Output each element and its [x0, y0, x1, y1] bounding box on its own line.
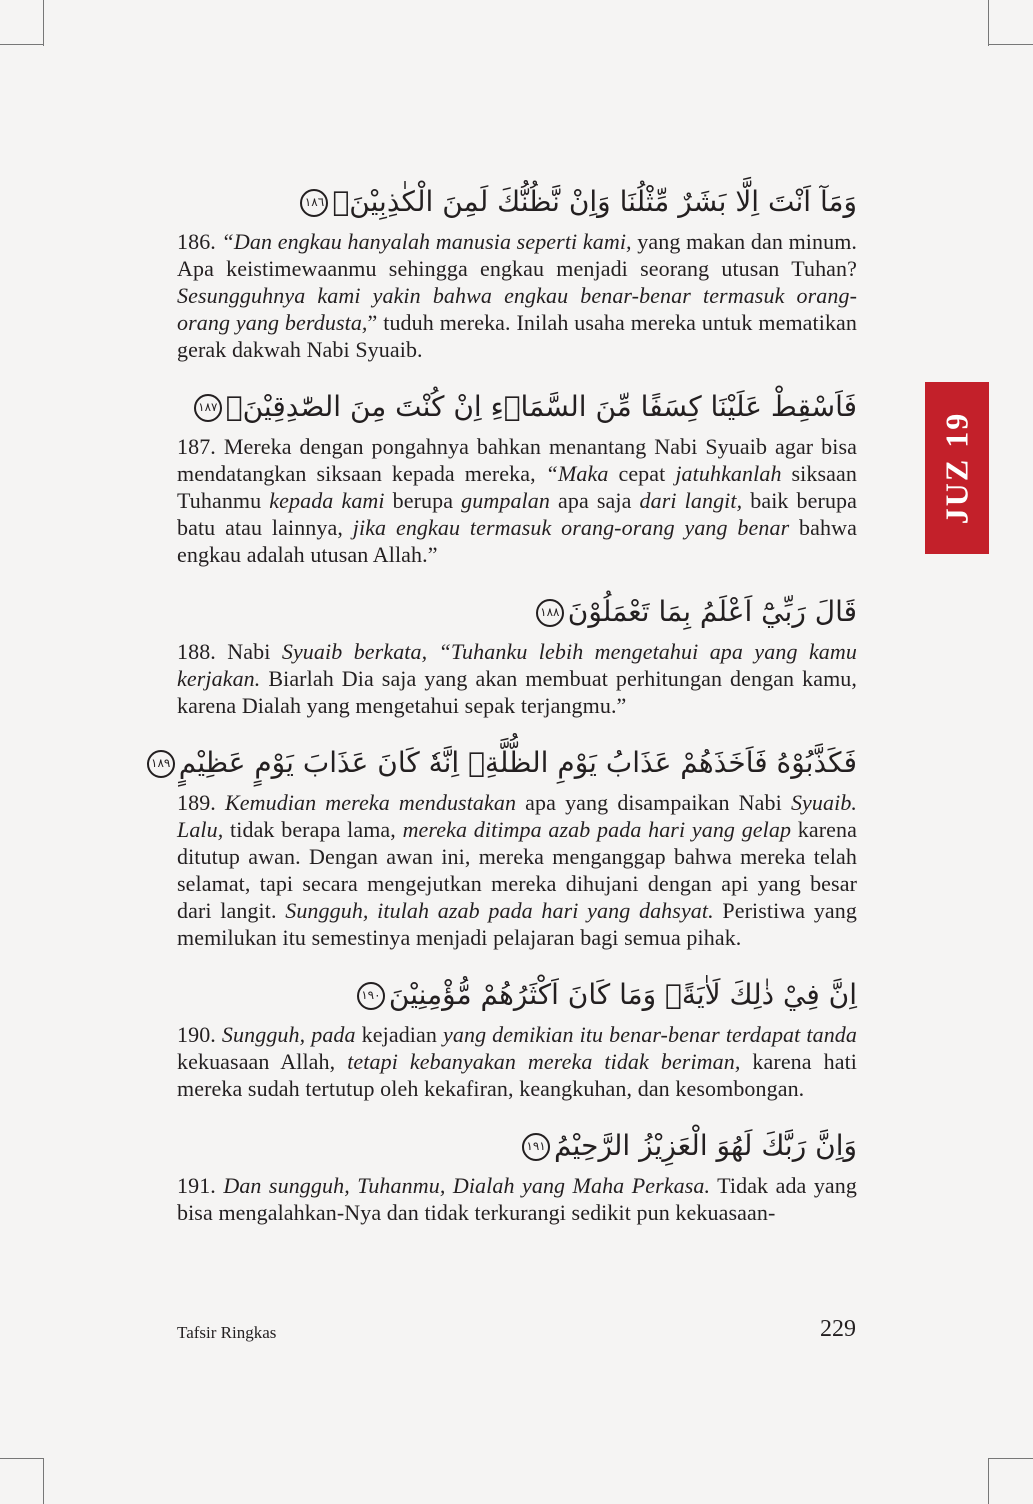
text-segment: 188. Nabi [177, 639, 282, 664]
crop-mark [988, 1458, 1033, 1459]
text-segment: 187. Mereka dengan pongahnya bahkan menantang Nabi Syuaib agar bisa mendatangkan siksaan kepada mereka, [177, 434, 857, 486]
italic-segment: Syuaib berkata, “Tuhanku lebih mengetahui apa yang kamu kerjakan. [177, 639, 857, 691]
italic-segment: dari langit, [639, 488, 743, 513]
italic-segment: kepada kami [269, 488, 385, 513]
crop-mark [43, 0, 44, 46]
verse-block-188 [177, 588, 857, 719]
arabic-verse-text: فَاَسْقِطْ عَلَيْنَا كِسَفًا مِّنَ السَّمَاۤءِ اِنْ كُنْتَ مِنَ الصّٰدِقِيْنَۗ [225, 390, 857, 423]
italic-segment: gumpalan [461, 488, 550, 513]
text-segment: Tidak ada yang bisa mengalahkan-Nya dan tidak terkurangi sedikit pun kekuasaan- [177, 1173, 857, 1225]
crop-mark [43, 1458, 44, 1504]
verse-number-marker: ١٨٦ [300, 189, 328, 217]
verse-block-191 [177, 1122, 857, 1226]
footer-book-title: Tafsir Ringkas [177, 1323, 277, 1342]
verse-block-189 [151, 739, 858, 951]
arabic-verse-text: قَالَ رَبِّيْٓ اَعْلَمُ بِمَا تَعْمَلُوْنَ [567, 595, 857, 628]
arabic-verse [177, 1122, 857, 1172]
text-segment: Biarlah Dia saja yang akan membuat perhitungan dengan kamu, karena Dialah yang mengetahui sepak terjangmu.” [177, 666, 857, 718]
italic-segment: mereka ditimpa azab pada hari yang gelap [402, 817, 792, 842]
crop-mark [988, 1458, 989, 1504]
translation-paragraph [177, 228, 857, 363]
verse-number-marker: ١٩٠ [357, 982, 385, 1010]
text-segment: 191. [177, 1173, 224, 1198]
translation-paragraph [177, 638, 857, 719]
italic-segment: “Maka [545, 461, 609, 486]
arabic-verse [177, 383, 857, 433]
juz-label: JUZ 19 [938, 411, 975, 525]
italic-segment: Sesungguhnya kami yakin bahwa engkau benar-benar termasuk orang-orang yang berdusta, [177, 283, 857, 335]
text-segment: bahwa engkau adalah utusan Allah.” [177, 515, 857, 567]
text-segment: yang makan dan minum. Apa keistimewaanmu sehingga engkau menjadi seorang utusan Tuhan? [177, 229, 858, 281]
text-segment: baik berupa batu atau lainnya, [177, 488, 858, 540]
juz-side-tab [925, 382, 989, 554]
crop-mark [988, 44, 1033, 45]
italic-segment: Kemudian mereka mendustakan [224, 790, 517, 815]
verse-number-marker: ١٩١ [522, 1133, 550, 1161]
arabic-verse [177, 588, 857, 638]
crop-mark [988, 0, 989, 46]
translation-paragraph [177, 789, 857, 951]
italic-segment: “Dan engkau hanyalah manusia seperti kami, [221, 229, 632, 254]
crop-mark [0, 44, 44, 45]
italic-segment: Sungguh, itulah azab pada hari yang dahsyat. [285, 898, 714, 923]
translation-paragraph [177, 433, 857, 568]
arabic-verse-text: اِنَّ فِيْ ذٰلِكَ لَاٰيَةًۗ وَمَا كَانَ اَكْثَرُهُمْ مُّؤْمِنِيْنَ [388, 978, 857, 1011]
text-segment: karena hati mereka sudah tertutup oleh kekafiran, keangkuhan, dan kesombongan. [177, 1049, 858, 1101]
translation-paragraph [177, 1172, 857, 1226]
arabic-verse-text: وَاِنَّ رَبَّكَ لَهُوَ الْعَزِيْزُ الرَّحِيْمُ [554, 1129, 857, 1162]
crop-mark [0, 1458, 44, 1459]
verse-number-marker: ١٨٩ [147, 750, 175, 778]
italic-segment: Dan sungguh, Tuhanmu, Dialah yang Maha Perkasa. [223, 1173, 711, 1198]
verse-block-186 [177, 178, 857, 363]
page-number: 229 [820, 1316, 856, 1342]
arabic-verse [177, 971, 857, 1021]
page-content [151, 178, 858, 1246]
italic-segment: jatuhkanlah [675, 461, 782, 486]
text-segment: 186. [177, 229, 222, 254]
arabic-verse-text: وَمَآ اَنْتَ اِلَّا بَشَرٌ مِّثْلُنَا وَاِنْ نَّظُنُّكَ لَمِنَ الْكٰذِبِيْنَۚ [332, 185, 857, 218]
italic-segment: jika engkau termasuk orang-orang yang benar [352, 515, 790, 540]
arabic-verse-text: فَكَذَّبُوْهُ فَاَخَذَهُمْ عَذَابُ يَوْمِ الظُّلَّةِۗ اِنَّهٗ كَانَ عَذَابَ يَوْمٍ عَظِيْمٍ [178, 746, 857, 779]
text-segment: Peristiwa yang memilukan itu semestinya menjadi pelajaran bagi semua pihak. [177, 898, 857, 950]
text-segment: ” tuduh mereka. Inilah usaha mereka untuk mematikan gerak dakwah Nabi Syuaib. [177, 310, 858, 362]
text-segment: kekuasaan Allah, [177, 1049, 348, 1074]
italic-segment: yang demikian itu benar-benar terdapat tanda [443, 1022, 857, 1047]
translation-paragraph [177, 1021, 857, 1102]
text-segment: apa yang disampaikan Nabi [516, 790, 791, 815]
text-segment: siksaan Tuhanmu [177, 461, 857, 513]
text-segment: tidak berapa lama, [223, 817, 403, 842]
verse-block-190 [177, 971, 857, 1102]
text-segment: cepat [608, 461, 676, 486]
verse-number-marker: ١٨٧ [194, 394, 222, 422]
italic-segment: tetapi kebanyakan mereka tidak beriman, [347, 1049, 741, 1074]
verse-block-187 [177, 383, 857, 568]
text-segment: apa saja [549, 488, 640, 513]
text-segment: kejadian [355, 1022, 443, 1047]
arabic-verse [177, 178, 857, 228]
text-segment: 190. [177, 1022, 222, 1047]
text-segment: 189. [177, 790, 225, 815]
text-segment: karena ditutup awan. Dengan awan ini, mereka menganggap bahwa mereka telah selamat, tapi secara mengejutkan mereka dihujani dengan api yang besar dari langit. [177, 817, 857, 923]
verse-number-marker: ١٨٨ [536, 599, 564, 627]
italic-segment: Syuaib. Lalu, [177, 790, 858, 842]
arabic-verse [151, 739, 857, 789]
text-segment: berupa [384, 488, 462, 513]
italic-segment: Sungguh, pada [221, 1022, 356, 1047]
